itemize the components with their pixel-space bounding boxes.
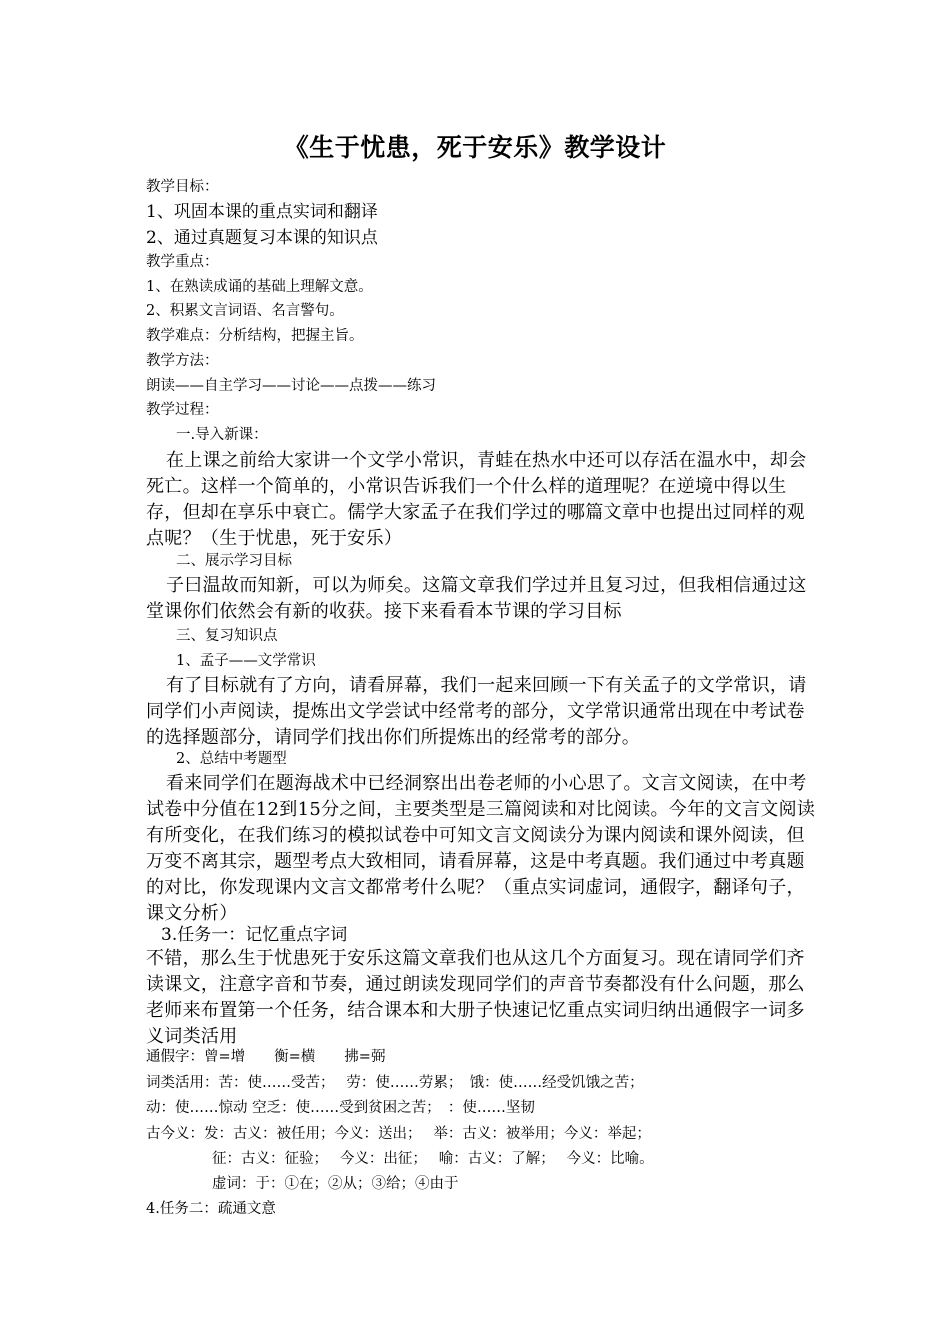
vocab-line: 征：古义：征验； 今义：出征； 喻：古义：了解； 今义：比喻。 [212,1151,654,1167]
vocab-line: 动：使……惊动 空乏：使……受到贫困之苦； ：使……坚韧 [146,1100,535,1116]
task-heading: 4.任务二：疏通文意 [146,1201,276,1217]
method-line: 朗读——自主学习——讨论——点拨——练习 [146,378,436,394]
section-heading: 教学重点： [146,254,219,270]
paragraph: 看来同学们在题海战术中已经洞察出出卷老师的小心思了。文言文阅读，在中考试卷中分值在12到15分之间，主要类型是三篇阅读和对比阅读。今年的文言文阅读有所变化，在我们练习的模拟试卷中可知文言文阅读分为课内阅读和课外阅读，但万变不离其宗，题型考点大致相同，请看屏幕，这是中考真题。我们通过中考真题的对比，你发现课内文言文都常考什么呢？（重点实词虚词，通假字，翻译句子，课文分析） [146,773,816,924]
task-heading: 3.任务一：记忆重点字词 [161,925,348,945]
vocab-line: 词类活用：苦：使……受苦； 劳：使……劳累； 饿：使……经受饥饿之苦； [146,1075,644,1091]
paragraph: 不错，那么生于忧患死于安乐这篇文章我们也从这几个方面复习。现在请同学们齐读课文，注意字音和节奏，通过朗读发现同学们的声音节奏都没有什么问题，那么老师来布置第一个任务，结合课本和大册子快速记忆重点实词归纳出通假字一词多义词类活用 [146,948,805,1047]
key-point-item: 1、在熟读成诵的基础上理解文意。 [146,279,373,295]
goal-item: 2、通过真题复习本课的知识点 [146,228,378,248]
step-heading: 三、复习知识点 [176,628,278,644]
goal-item: 1、巩固本课的重点实词和翻译 [146,202,378,222]
document-title: 《生于忧患，死于安乐》教学设计 [283,133,667,162]
section-heading: 教学方法： [146,353,219,369]
sub-heading: 2、总结中考题型 [176,751,287,767]
section-heading: 教学目标： [146,179,219,195]
section-heading: 教学过程： [146,402,219,418]
vocab-line: 通假字：曾=增 衡=横 拂=弼 [146,1049,386,1065]
paragraph: 在上课之前给大家讲一个文学小常识，青蛙在热水中还可以存活在温水中，却会死亡。这样一个简单的，小常识告诉我们一个什么样的道理呢？在逆境中得以生存，但却在享乐中衰亡。儒学大家孟子在我们学过的哪篇文章中也提出过同样的观点呢？（生于忧患，死于安乐） [146,450,807,549]
vocab-line: 虚词：于：①在；②从；③给；④由于 [212,1176,459,1192]
paragraph: 子曰温故而知新，可以为师矣。这篇文章我们学过并且复习过，但我相信通过这堂课你们依然会有新的收获。接下来看看本节课的学习目标 [146,575,807,622]
difficulty-line: 教学难点：分析结构，把握主旨。 [146,328,364,344]
key-point-item: 2、积累文言词语、名言警句。 [146,303,344,319]
step-heading: 一.导入新课： [176,427,268,443]
paragraph: 有了目标就有了方向，请看屏幕，我们一起来回顾一下有关孟子的文学常识，请同学们小声阅读，提炼出文学尝试中经常考的部分，文学常识通常出现在中考试卷的选择题部分，请同学们找出你们所提炼出的经常考的部分。 [146,675,807,748]
sub-heading: 1、孟子——文学常识 [176,653,316,669]
vocab-line: 古今义：发：古义：被任用；今义：送出； 举：古义：被举用；今义：举起； [146,1126,651,1142]
step-heading: 二、展示学习目标 [176,553,292,569]
